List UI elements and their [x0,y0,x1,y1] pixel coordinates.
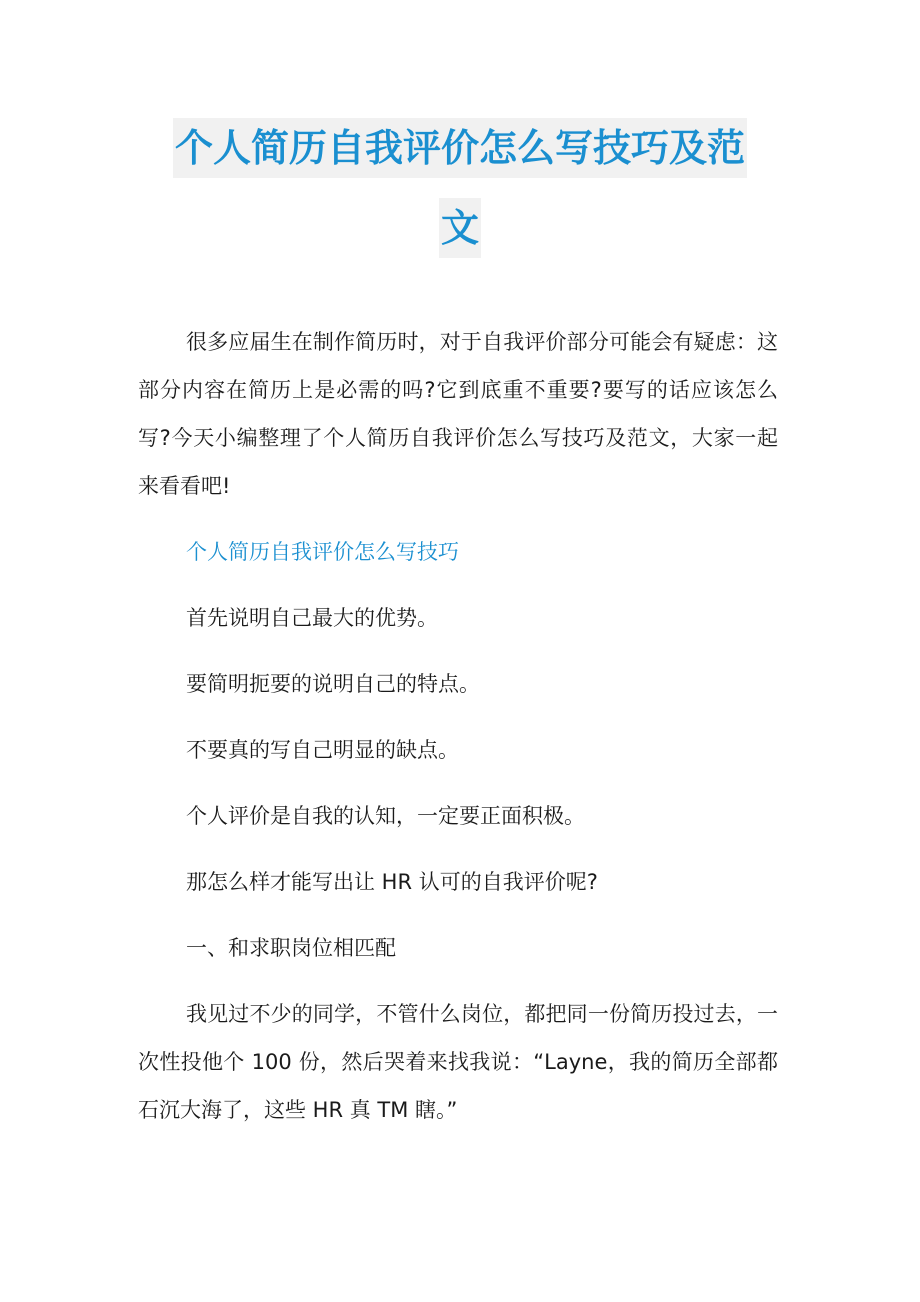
document-body [138,318,778,1134]
document-title [0,118,920,278]
title-line-1: 个人简历自我评价怎么写技巧及范 [173,118,747,178]
section-heading: 个人简历自我评价怎么写技巧 [186,540,459,564]
tip-paragraph-2: 要简明扼要的说明自己的特点。 [186,672,480,696]
intro-paragraph: 很多应届生在制作简历时，对于自我评价部分可能会有疑虑：这部分内容在简历上是必需的吗?它到底重不重要?要写的话应该怎么写?今天小编整理了个人简历自我评价怎么写技巧及范文，大家一起来看看吧! [138,330,778,498]
point1-paragraph: 我见过不少的同学，不管什么岗位，都把同一份简历投过去，一次性投他个 100 份，然后哭着来找我说：“Layne，我的简历全部都石沉大海了，这些 HR 真 TM 瞎。” [138,1002,778,1122]
point1-heading: 一、和求职岗位相匹配 [186,936,396,960]
tip-paragraph-5: 那怎么样才能写出让 HR 认可的自我评价呢? [186,870,598,894]
tip-paragraph-1: 首先说明自己最大的优势。 [186,606,438,630]
title-line-2: 文 [439,198,481,258]
tip-paragraph-4: 个人评价是自我的认知，一定要正面积极。 [186,804,585,828]
tip-paragraph-3: 不要真的写自己明显的缺点。 [186,738,459,762]
